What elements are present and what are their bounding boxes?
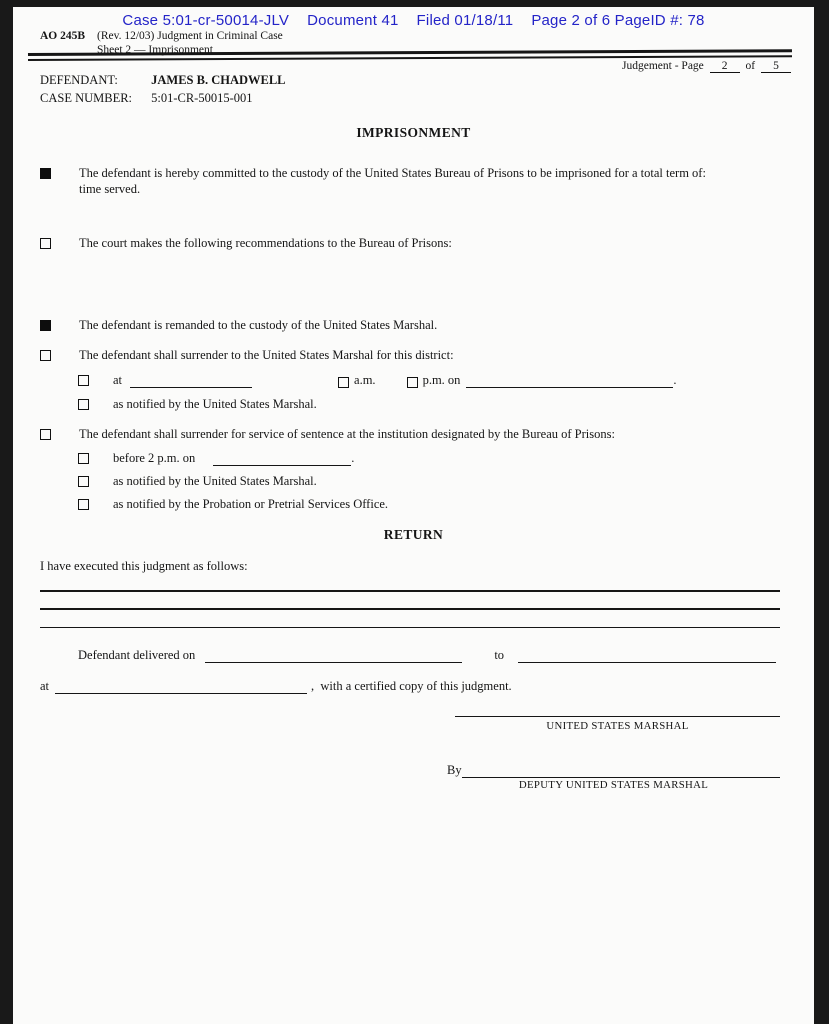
form-number: AO 245B (40, 30, 86, 42)
before-2pm-label: before 2 p.m. on (113, 451, 196, 465)
surrender-date-blank (466, 376, 673, 388)
bop-notified-marshal-text: as notified by the United States Marshal. (113, 474, 317, 488)
by-signature-row (447, 763, 780, 778)
executed-intro: I have executed this judgment as follows: (40, 559, 248, 573)
committed-text-block (79, 166, 769, 197)
deputy-signature-block (447, 763, 780, 791)
to-label: to (494, 648, 505, 662)
page-counter (622, 60, 794, 73)
delivered-label: Defendant delivered on (78, 648, 196, 662)
surrender-marshal-checkbox (40, 350, 51, 361)
before-2pm-checkbox (78, 453, 89, 464)
page-of-label: of (745, 60, 756, 72)
at-label: at (113, 373, 123, 387)
return-write-line-3 (40, 627, 780, 628)
ecf-stamp-filed: Filed 01/18/11 (416, 12, 514, 29)
recommendations-item (40, 236, 769, 251)
marshal-notified-item (78, 397, 317, 412)
pm-on-label: p.m. on (422, 373, 461, 387)
am-checkbox (338, 377, 349, 388)
bop-notified-probation-item (78, 497, 388, 512)
surrender-bop-text: The defendant shall surrender for service of sentence at the institution designated by the Bureau of Prisons: (79, 427, 615, 441)
committed-text: The defendant is hereby committed to the custody of the United States Bureau of Prisons to be imprisoned for a total term of: (79, 166, 706, 180)
delivered-date-blank (205, 651, 462, 663)
bop-notified-marshal-checkbox (78, 476, 89, 487)
remanded-item (40, 318, 769, 333)
delivered-at-blank (55, 682, 307, 694)
return-write-line-1 (40, 590, 780, 592)
surrender-at-checkbox (78, 375, 89, 386)
page-current-blank: 2 (710, 60, 740, 73)
deputy-marshal-label: DEPUTY UNITED STATES MARSHAL (518, 779, 709, 791)
case-number-label: CASE NUMBER: (40, 91, 133, 105)
defendant-label: DEFENDANT: (40, 73, 118, 87)
surrender-bop-item (40, 427, 769, 442)
before-date-blank (213, 454, 351, 466)
surrender-marshal-item (40, 348, 769, 363)
case-number-value: 5:01-CR-50015-001 (151, 91, 253, 105)
surrender-marshal-text: The defendant shall surrender to the United States Marshal for this district: (79, 348, 454, 362)
by-signature-blank (462, 766, 780, 778)
by-label: By (447, 763, 462, 777)
at-time-blank (130, 376, 252, 388)
ecf-stamp (13, 12, 814, 29)
document-page (13, 7, 814, 1024)
surrender-at-item (78, 373, 677, 388)
surrender-at-line (113, 373, 677, 388)
delivered-at-label: at (40, 679, 50, 693)
certified-copy-text: , with a certified copy of this judgment. (311, 679, 512, 693)
imprisonment-title: IMPRISONMENT (356, 125, 471, 140)
am-label: a.m. (354, 373, 376, 387)
committed-term: time served. (79, 182, 141, 196)
before-2pm-item (78, 451, 354, 466)
ecf-stamp-case: Case 5:01-cr-50014-JLV (122, 12, 290, 29)
marshal-notified-checkbox (78, 399, 89, 410)
recommendations-checkbox (40, 238, 51, 249)
page-total-blank: 5 (761, 60, 791, 73)
remanded-text: The defendant is remanded to the custody of the United States Marshal. (79, 318, 438, 332)
deputy-label-wrap (447, 779, 780, 791)
marshal-signature-block (455, 716, 780, 732)
surrender-bop-checkbox (40, 429, 51, 440)
form-sheet: Sheet 2 — Imprisonment (97, 44, 213, 56)
defendant-row (40, 73, 286, 88)
marshal-signature-line: UNITED STATES MARSHAL (455, 716, 780, 732)
pm-checkbox (407, 377, 418, 388)
bop-notified-marshal-item (78, 474, 317, 489)
page-counter-label: Judgement - Page (622, 60, 704, 72)
ecf-stamp-document: Document 41 (307, 12, 399, 29)
delivered-at-row (40, 679, 512, 694)
before-line-period: . (351, 451, 355, 465)
form-revision: (Rev. 12/03) Judgment in Criminal Case (97, 30, 283, 42)
committed-checkbox (40, 168, 51, 179)
marshal-notified-text: as notified by the United States Marshal. (113, 397, 317, 411)
remanded-checkbox (40, 320, 51, 331)
before-2pm-line (113, 451, 354, 466)
delivered-row (78, 648, 776, 663)
at-line-period: . (673, 373, 677, 387)
case-number-row (40, 91, 253, 106)
return-title: RETURN (383, 527, 444, 542)
return-write-line-2 (40, 608, 780, 610)
ecf-stamp-pageid: Page 2 of 6 PageID #: 78 (531, 12, 705, 29)
bop-notified-probation-text: as notified by the Probation or Pretrial Services Office. (113, 497, 389, 511)
recommendations-text: The court makes the following recommendations to the Bureau of Prisons: (79, 236, 452, 250)
committed-item (40, 166, 769, 197)
bop-notified-probation-checkbox (78, 499, 89, 510)
delivered-to-blank (518, 651, 776, 663)
defendant-name: JAMES B. CHADWELL (151, 73, 286, 87)
